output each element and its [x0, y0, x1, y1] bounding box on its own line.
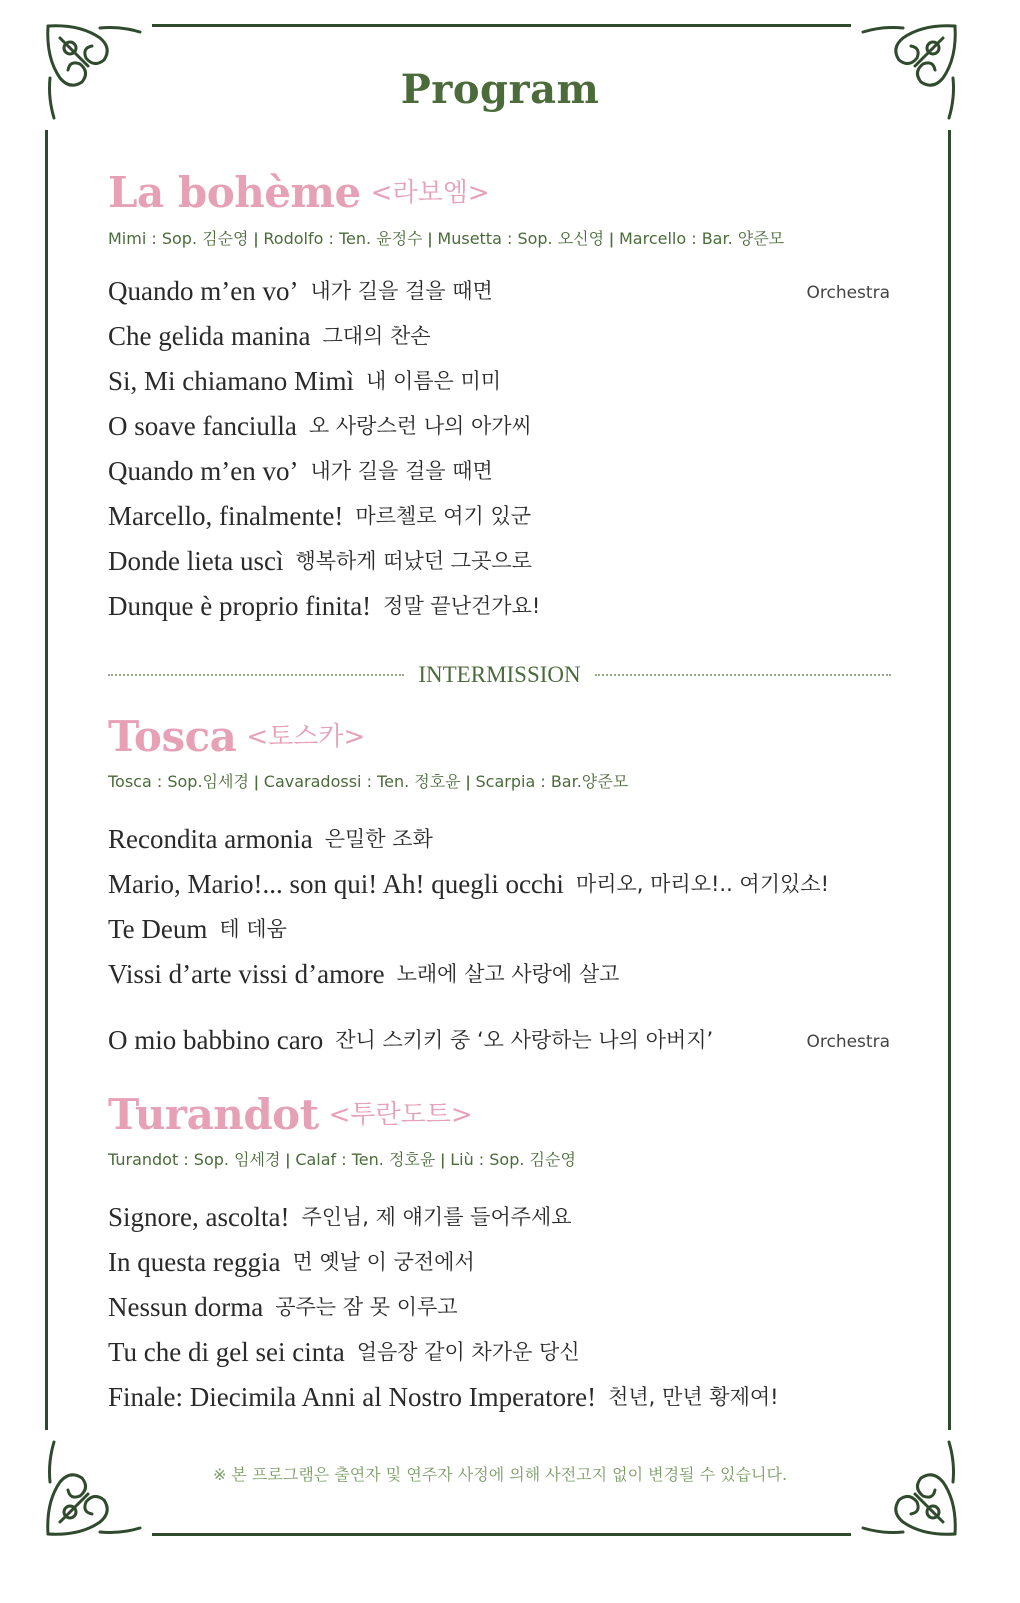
orchestra-note: Orchestra	[806, 1032, 890, 1052]
song-italian-title: Quando m’en vo’	[108, 456, 299, 486]
opera-name: La bohème	[108, 168, 361, 217]
song-korean-title: 마르첼로 여기 있군	[355, 504, 532, 528]
song-italian-title: Recondita armonia	[108, 824, 313, 854]
ornament-corner-bottom-left-icon	[40, 1430, 152, 1542]
song-item	[108, 823, 433, 855]
song-korean-title: 내 이름은 미미	[366, 369, 502, 393]
opera-title-tosca	[108, 712, 365, 761]
song-italian-title: Vissi d’arte vissi d’amore	[108, 959, 385, 989]
song-korean-title: 노래에 살고 사랑에 살고	[396, 962, 620, 986]
song-italian-title: Dunque è proprio finita!	[108, 591, 372, 621]
song-korean-title: 주인님, 제 얘기를 들어주세요	[301, 1205, 572, 1229]
song-item	[108, 1201, 572, 1233]
opera-korean-title: <투란도트>	[328, 1100, 473, 1130]
song-item	[108, 275, 493, 307]
song-italian-title: O soave fanciulla	[108, 411, 297, 441]
song-item	[108, 455, 493, 487]
song-korean-title: 내가 길을 걸을 때면	[310, 279, 493, 303]
song-item	[108, 545, 532, 577]
song-italian-title: Si, Mi chiamano Mimì	[108, 366, 354, 396]
song-italian-title: In questa reggia	[108, 1247, 281, 1277]
song-italian-title: Te Deum	[108, 914, 208, 944]
song-item	[108, 410, 532, 442]
song-italian-title: Che gelida manina	[108, 321, 311, 351]
cast-list-tosca: Tosca : Sop.임세경 ǀ Cavaradossi : Ten. 정호윤 ǀ Scarpia : Bar.양준모	[108, 772, 629, 791]
song-italian-title: Marcello, finalmente!	[108, 501, 344, 531]
intermission-divider	[108, 664, 891, 690]
song-italian-title: O mio babbino caro	[108, 1025, 324, 1055]
song-italian-title: Nessun dorma	[108, 1292, 264, 1322]
song-italian-title: Finale: Diecimila Anni al Nostro Imperatore!	[108, 1382, 597, 1412]
opera-korean-title: <라보엠>	[370, 178, 490, 208]
song-item	[108, 1246, 475, 1278]
song-item	[108, 958, 619, 990]
opera-name: Turandot	[108, 1090, 319, 1139]
dotted-rule-right	[595, 674, 891, 676]
page-title: Program	[400, 66, 600, 113]
song-item	[108, 500, 531, 532]
song-korean-title: 행복하게 떠났던 그곳으로	[295, 549, 532, 573]
song-italian-title: Signore, ascolta!	[108, 1202, 290, 1232]
opera-title-boheme	[108, 168, 490, 217]
song-korean-title: 잔니 스키키 중 ‘오 사랑하는 나의 아버지’	[335, 1028, 714, 1052]
song-korean-title: 얼음장 같이 차가운 당신	[356, 1340, 580, 1364]
cast-list-turandot: Turandot : Sop. 임세경 ǀ Calaf : Ten. 정호윤 ǀ Liù : Sop. 김순영	[108, 1150, 576, 1169]
opera-korean-title: <토스카>	[246, 722, 366, 752]
song-korean-title: 그대의 찬손	[322, 324, 431, 348]
opera-title-turandot	[108, 1090, 473, 1139]
song-item	[108, 868, 829, 900]
change-notice: ※ 본 프로그램은 출연자 및 연주자 사정에 의해 사전고지 없이 변경될 수 있습니다.	[212, 1465, 788, 1484]
song-italian-title: Tu che di gel sei cinta	[108, 1337, 345, 1367]
song-korean-title: 은밀한 조화	[324, 827, 433, 851]
song-item	[108, 1381, 779, 1413]
song-item	[108, 590, 540, 622]
song-korean-title: 천년, 만년 황제여!	[608, 1385, 779, 1409]
ornament-corner-bottom-right-icon	[851, 1430, 963, 1542]
opera-name: Tosca	[108, 712, 237, 761]
song-italian-title: Quando m’en vo’	[108, 276, 299, 306]
song-korean-title: 오 사랑스런 나의 아가씨	[308, 414, 532, 438]
song-item	[108, 1291, 458, 1323]
song-item	[108, 1336, 580, 1368]
song-italian-title: Mario, Mario!... son qui! Ah! quegli occhi	[108, 869, 564, 899]
song-item	[108, 365, 501, 397]
song-item	[108, 1024, 713, 1056]
song-korean-title: 공주는 잠 못 이루고	[275, 1295, 458, 1319]
song-korean-title: 먼 옛날 이 궁전에서	[292, 1250, 475, 1274]
orchestra-note: Orchestra	[806, 283, 890, 303]
song-korean-title: 내가 길을 걸을 때면	[310, 459, 493, 483]
song-korean-title: 마리오, 마리오!.. 여기있소!	[575, 872, 829, 896]
cast-list-boheme: Mimi : Sop. 김순영 ǀ Rodolfo : Ten. 윤정수 ǀ Musetta : Sop. 오신영 ǀ Marcello : Bar. 양준모	[108, 229, 785, 248]
song-item	[108, 320, 431, 352]
song-item	[108, 913, 287, 945]
song-korean-title: 정말 끝난건가요!	[383, 594, 541, 618]
song-italian-title: Donde lieta uscì	[108, 546, 284, 576]
intermission-label: INTERMISSION	[418, 662, 581, 687]
song-korean-title: 테 데움	[219, 917, 287, 941]
